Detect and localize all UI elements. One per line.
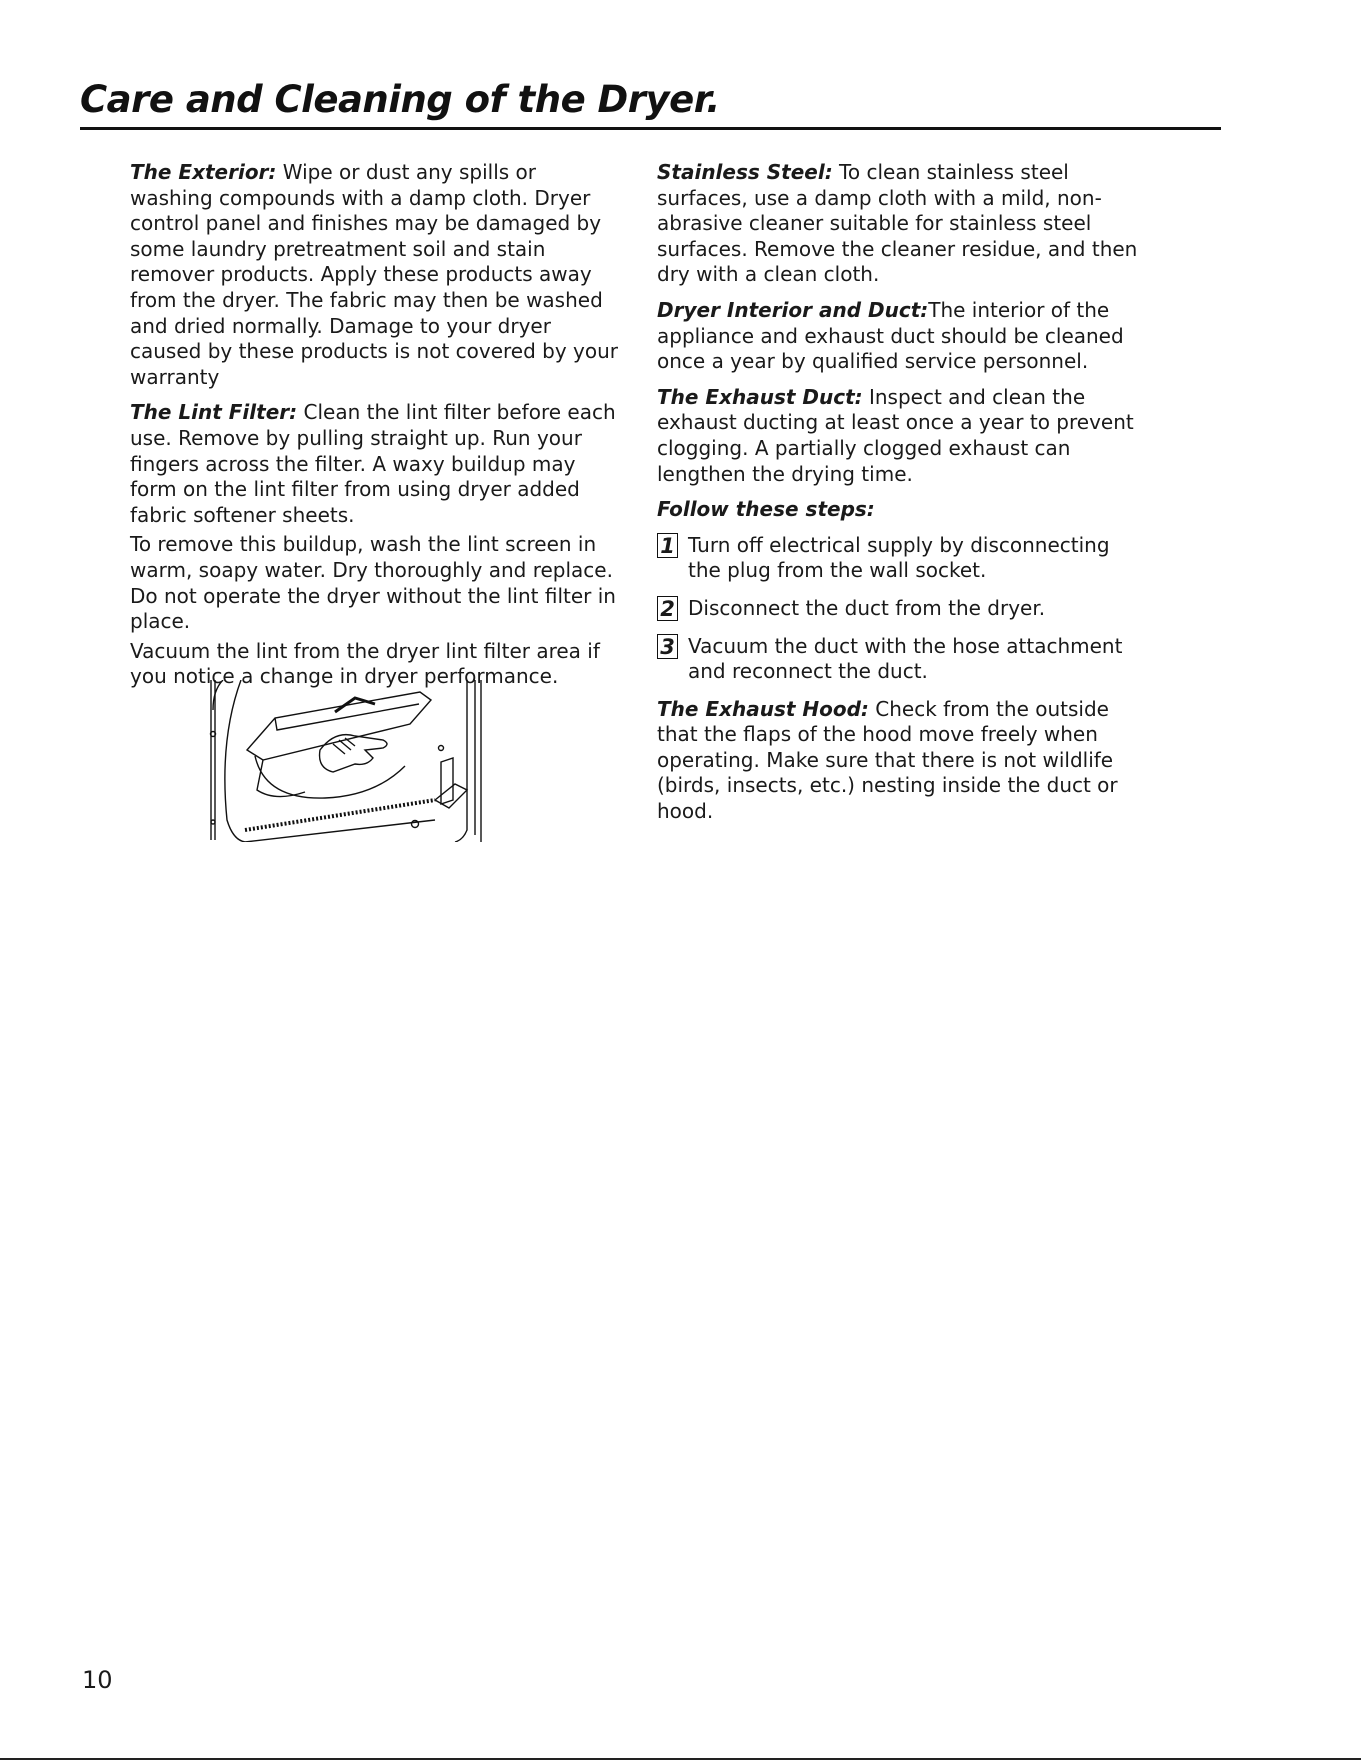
step-text: Turn off electrical supply by disconnecting the plug from the wall socket. bbox=[688, 532, 1110, 583]
lint-filter-paragraph bbox=[130, 400, 620, 528]
exterior-text: Wipe or dust any spills or washing compounds with a damp cloth. Dryer control panel and finishes may be damaged by some laundry pretreatment soil and stain remover products. Apply these products away from the dryer. The fabric may then be washed and dried normally. Damage to your dryer caused by these products is not covered by your warranty bbox=[130, 160, 619, 389]
exhaust-duct-paragraph bbox=[657, 385, 1147, 487]
step-number-badge: 2 bbox=[657, 596, 678, 621]
exterior-lead: The Exterior: bbox=[130, 160, 277, 184]
right-column bbox=[657, 160, 1147, 835]
exhaust-hood-paragraph bbox=[657, 697, 1147, 825]
steps-heading: Follow these steps: bbox=[657, 497, 875, 522]
exterior-paragraph bbox=[130, 160, 620, 390]
exhaust-hood-text: Check from the outside that the flaps of the hood move freely when operating. Make sure that there is not wildlife (birds, insects, etc.) nesting inside the duct or hood. bbox=[657, 696, 1118, 824]
page-title: Care and Cleaning of the Dryer. bbox=[80, 78, 720, 121]
interior-text: The interior of the appliance and exhaust duct should be cleaned once a year by qualified service personnel. bbox=[657, 297, 1124, 374]
bottom-rule bbox=[0, 1758, 1361, 1760]
lint-filter-lead: The Lint Filter: bbox=[130, 400, 298, 425]
step-1 bbox=[657, 533, 1147, 584]
stainless-text: To clean stainless steel surfaces, use a damp cloth with a mild, non-abrasive cleaner suitable for stainless steel surfaces. Remove the cleaner residue, and then dry with a clean cloth. bbox=[657, 160, 1138, 287]
stainless-lead: Stainless Steel: bbox=[657, 160, 833, 184]
left-column bbox=[130, 160, 620, 700]
exhaust-duct-lead: The Exhaust Duct: bbox=[657, 384, 863, 409]
step-text: Vacuum the duct with the hose attachment and reconnect the duct. bbox=[688, 633, 1123, 684]
remove-buildup-paragraph: To remove this buildup, wash the lint screen in warm, soapy water. Dry thoroughly and replace. Do not operate the dryer without the lint filter in place. bbox=[130, 532, 616, 634]
interior-paragraph bbox=[657, 298, 1147, 375]
lint-filter-text: Clean the lint filter before each use. Remove by pulling straight up. Run your fingers across the filter. A waxy buildup may form on the lint filter from using dryer added fabric softener sheets. bbox=[130, 400, 616, 527]
step-text: Disconnect the duct from the dryer. bbox=[688, 595, 1046, 620]
interior-lead: Dryer Interior and Duct: bbox=[657, 297, 929, 322]
step-3 bbox=[657, 634, 1147, 685]
exhaust-duct-text: Inspect and clean the exhaust ducting at least once a year to prevent clogging. A partially clogged exhaust can lengthen the drying time. bbox=[657, 384, 1134, 486]
step-number-badge: 3 bbox=[657, 634, 678, 659]
step-number-badge: 1 bbox=[657, 533, 678, 558]
page-number: 10 bbox=[82, 1666, 113, 1694]
lint-filter-illustration bbox=[205, 680, 505, 842]
title-underline bbox=[80, 127, 1221, 130]
stainless-paragraph bbox=[657, 160, 1147, 288]
step-2 bbox=[657, 596, 1147, 622]
exhaust-hood-lead: The Exhaust Hood: bbox=[657, 696, 869, 721]
vacuum-paragraph: Vacuum the lint from the dryer lint filter area if you notice a change in dryer performance. bbox=[130, 638, 600, 689]
